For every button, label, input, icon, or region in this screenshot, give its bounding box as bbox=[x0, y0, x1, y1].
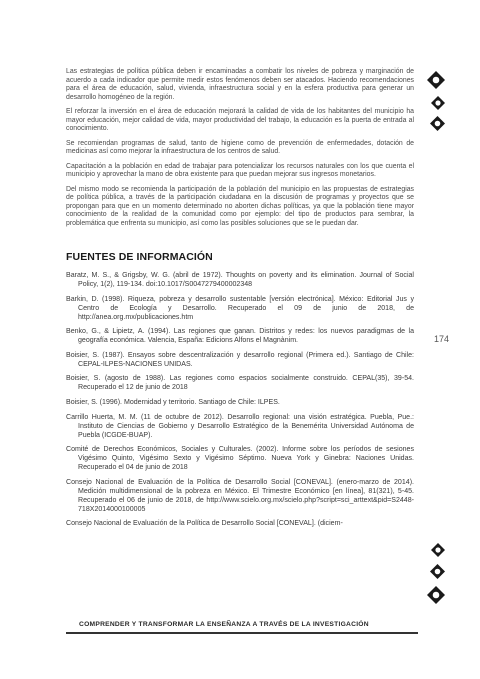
diamond-ornament-icon bbox=[430, 116, 445, 131]
reference-entry: Boisier, S. (1987). Ensayos sobre descentralización y desarrollo regional (Primera ed.). Santiago de Chile: CEPAL-ILPES-NACIONES UNIDAS. bbox=[66, 351, 414, 368]
diamond-ornament-icon bbox=[427, 71, 445, 89]
body-paragraph: Capacitación a la población en edad de trabajar para potencializar los recursos naturales con los que cuenta el municipio y aprovechar la mano de obra existente para que puedan mejorar sus ingresos monetarios. bbox=[66, 162, 414, 178]
diamond-ornament-icon bbox=[430, 564, 445, 579]
reference-entry: Consejo Nacional de Evaluación de la Política de Desarrollo Social [CONEVAL]. (diciem- bbox=[66, 520, 343, 528]
page-number: 174 bbox=[434, 334, 450, 344]
reference-entry: Carrillo Huerta, M. M. (11 de octubre de 2012). Desarrollo regional: una visión estratégica. Puebla, Pue.: Instituto de Ciencias de Gobierno y Desarrollo Estratégico de la Benemérita Universidad Autónoma de Puebla (ICGDE-BUAP). bbox=[66, 413, 414, 439]
reference-entry: Benko, G., & Lipietz, A. (1994). Las regiones que ganan. Distritos y redes: los nuevos paradigmas de la geografía económica. Valencia, España: Edicions Alfons el Magnànim. bbox=[66, 328, 414, 345]
body-paragraph: Las estrategias de política pública deben ir encaminadas a combatir los niveles de pobreza y marginación de acuerdo a cada indicador que permite medir estos fenómenos deben ser atacados. Haciendo recomendaciones para el área de educación, salud, vivienda, infraestructura social y en la esfera productiva para generar un desarrollo homogéneo de la región. bbox=[66, 68, 414, 101]
reference-entry: Consejo Nacional de Evaluación de la Política de Desarrollo Social [CONEVAL]. (enero-marzo de 2014). Medición multidimensional de la pobreza en México. El Trimestre Económico [en línea], 81(321), 5-45. Recuperado el 06 de junio de 2018, de http://www.scielo.org.mx/scielo.php?script=sci_arttext&pid=S2448-718X2014000100005 bbox=[66, 478, 414, 513]
body-paragraph: Se recomiendan programas de salud, tanto de higiene como de prevención de enfermedades, dotación de medicinas así como mejorar la infraestructura de los centros de salud. bbox=[66, 139, 414, 155]
body-paragraph: Del mismo modo se recomienda la participación de la población del municipio en las propuestas de estrategias de política pública, a través de la participación ciudadana en la discusión de programas y proyectos que se propongan para que en un momento determinado no aborten dichas políticas, ya que la población tiene mayor conocimiento de la realidad de la comunidad como por ejemplo: del tipo de productos para sembrar, la problemática que enfrenta su municipio, así como las posibles soluciones que se le puedan dar. bbox=[66, 185, 414, 227]
footer-rule bbox=[66, 632, 418, 634]
reference-entry: Baratz, M. S., & Grigsby, W. G. (abril de 1972). Thoughts on poverty and its elimination. Journal of Social Policy, 1(2), 119-134. doi:10.1017/S0047279400002348 bbox=[66, 272, 414, 288]
diamond-ornament-icon bbox=[431, 543, 445, 557]
running-footer: COMPRENDER Y TRANSFORMAR LA ENSEÑANZA A TRAVÉS DE LA INVESTIGACIÓN bbox=[79, 621, 369, 628]
diamond-ornament-icon bbox=[427, 586, 445, 604]
section-heading: FUENTES DE INFORMACIÓN bbox=[66, 251, 213, 263]
reference-entry: Boisier, S. (agosto de 1988). Las regiones como espacios socialmente construido. CEPAL(35), 39-54. Recuperado el 12 de junio de 2018 bbox=[66, 375, 414, 392]
body-paragraph: El reforzar la inversión en el área de educación mejorará la calidad de vida de los habitantes del municipio ha mayor educación, mejor calidad de vida, mayor productividad del trabajo, la educación es la puerta de entrada al conocimiento. bbox=[66, 108, 414, 132]
reference-entry: Barkin, D. (1998). Riqueza, pobreza y desarrollo sustentable [versión electrónica]. México: Editorial Jus y Centro de Ecología y Desarrollo. Recuperado el 09 de junio de 2018, de http://anea.org.mx/publicaciones.htm bbox=[66, 295, 414, 321]
diamond-ornament-icon bbox=[431, 96, 445, 110]
reference-entry: Comité de Derechos Económicos, Sociales y Culturales. (2002). Informe sobre los períodos de sesiones Vigésimo Quinto, Vigésimo Sexto y Vigésimo Séptimo. Nueva York y Ginebra: Naciones Unidas. Recuperado el 04 de junio de 2018 bbox=[66, 446, 414, 472]
main-content bbox=[66, 68, 414, 534]
reference-entry: Boisier, S. (1996). Modernidad y territorio. Santiago de Chile: ILPES. bbox=[66, 398, 280, 406]
